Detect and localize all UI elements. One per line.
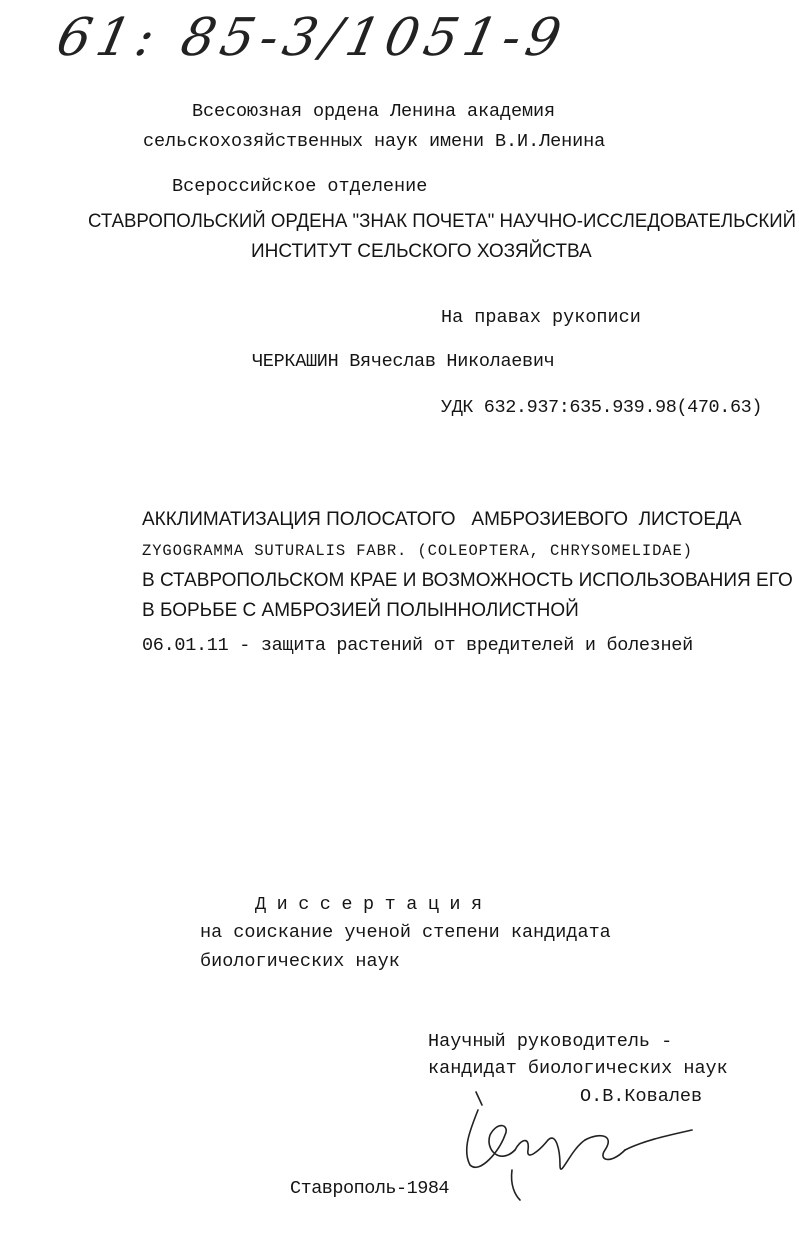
dissertation-heading: Диссертация [255,894,493,915]
handwritten-archive-number: 61: 85-3/1051-9 [51,8,572,68]
org-line-1: Всесоюзная ордена Ленина академия [192,101,556,122]
dissertation-line-1: на соискание ученой степени кандидата [200,922,611,943]
udk-code: УДК 632.937:635.939.98(470.63) [441,397,763,418]
title-line-1: АККЛИМАТИЗАЦИЯ ПОЛОСАТОГО АМБРОЗИЕВОГО ЛИСТОЕДА [142,509,742,530]
supervisor-degree: кандидат биологических наук [428,1058,728,1079]
supervisor-label: Научный руководитель - [428,1031,673,1052]
org-line-2: сельскохозяйственных наук имени В.И.Ленина [143,131,606,152]
manuscript-note: На правах рукописи [441,307,641,328]
title-line-2: ZYGOGRAMMA SUTURALIS FABR. (COLEOPTERA, CHRYSOMELIDAE) [142,542,693,560]
place-and-year: Ставрополь-1984 [290,1178,450,1199]
dissertation-line-2: биологических наук [200,951,400,972]
division: Всероссийское отделение [172,176,428,197]
title-line-4: В БОРЬБЕ С АМБРОЗИЕЙ ПОЛЫННОЛИСТНОЙ [142,600,579,621]
title-line-3: В СТАВРОПОЛЬСКОМ КРАЕ И ВОЗМОЖНОСТЬ ИСПОЛЬЗОВАНИЯ ЕГО [142,570,793,591]
institute-line-2: ИНСТИТУТ СЕЛЬСКОГО ХОЗЯЙСТВА [251,241,592,262]
institute-line-1: СТАВРОПОЛЬСКИЙ ОРДЕНА "ЗНАК ПОЧЕТА" НАУЧНО-ИССЛЕДОВАТЕЛЬСКИЙ [88,211,797,232]
supervisor-name: О.В.Ковалев [580,1086,703,1107]
author-name: ЧЕРКАШИН Вячеслав Николаевич [252,351,555,372]
specialty: 06.01.11 - защита растений от вредителей и болезней [142,635,693,656]
